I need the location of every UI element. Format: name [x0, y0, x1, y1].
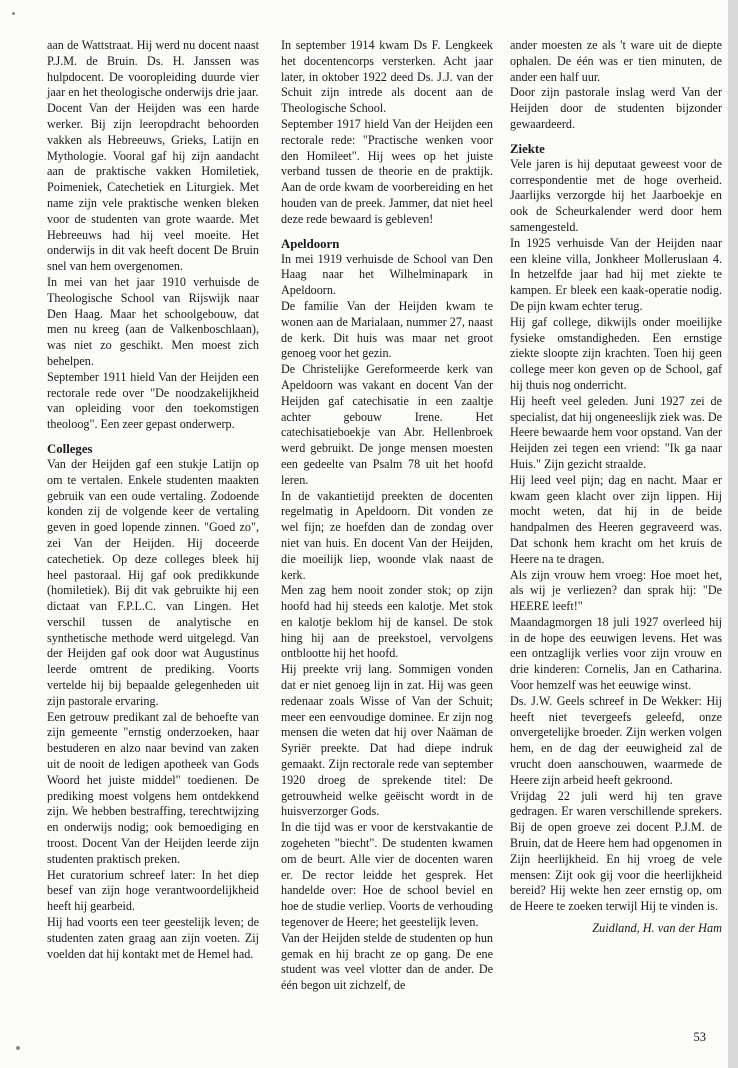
paragraph: Vrijdag 22 juli werd hij ten grave gedragen. Er waren verschillende sprekers. Bij de open groeve zei docent P.J.M. de Bruin, dat de Heere hem had opgenomen in Zijn heerlijkheid. En hij vroeg de vele mensen: Zijt ook gij voor die heerlijkheid bereid? Hij wekte hen zeer ernstig op, om de Heere te zoeken terwijl Hij te vinden is. [510, 788, 722, 914]
paragraph: Hij preekte vrij lang. Sommigen vonden dat er niet genoeg lijn in zat. Hij was geen redenaar zoals Wisse of Van der Schuit; meer een eenvoudige dominee. Er zijn nog mensen die weten dat hij over Naäman de Syriër preekte. Dat had diepe indruk gemaakt. Zijn rectorale rede van september 1920 droeg de sprekende titel: De getrouwheid welke geëischt wordt in de huisverzorger Gods. [281, 662, 493, 819]
paragraph: Men zag hem nooit zonder stok; op zijn hoofd had hij steeds een kalotje. Met stok en kalotje beklom hij de kansel. De stok hing hij aan de preekstoel, vervolgens ontblootte hij het hoofd. [281, 583, 493, 661]
paragraph: ander moesten ze als 't ware uit de diepte ophalen. De één was er tien minuten, de ander een half uur. [510, 38, 722, 84]
paragraph: In mei van het jaar 1910 verhuisde de Theologische School van Rijswijk naar Den Haag. Maar het schoolgebouw, dat men nu kreeg (aan de Valkenboschlaan), was niet zo geschikt. Men moest zich behelpen. [47, 274, 259, 368]
paragraph: In die tijd was er voor de kerstvakantie de zogeheten "biecht". De studenten kwamen om de beurt. Alle vier de docenten waren er. De rector leidde het gesprek. Het handelde over: Hoe de school beviel en hoe de studie verliep. Voorts de verhouding tegenover de Heere; het geestelijk leven. [281, 820, 493, 930]
column-1 [47, 38, 259, 962]
scan-speck [16, 1046, 20, 1050]
paragraph: In de vakantietijd preekten de docenten regelmatig in Apeldoorn. Dit vonden ze wel fijn; ze hoefden dan de zondag over niet van huis. En docent Van der Heijden, die moeilijk liep, woonde vlak naast de kerk. [281, 488, 493, 582]
paragraph: Docent Van der Heijden was een harde werker. Bij zijn leeropdracht behoorden vakken als Hebreeuws, Grieks, Latijn en Mythologie. Vooral gaf hij zijn aandacht aan de praktische vakken Homiletiek, Poimeniek, Catechetiek en Liturgiek. Met name zijn vele praktische wenken bleken voor de studenten van grote waarde. Met Hebreeuws had hij veel moeite. Het onderwijs in dit vak heeft docent De Bruin snel van hem overgenomen. [47, 101, 259, 274]
paragraph: Hij had voorts een teer geestelijk leven; de studenten zaten graag aan zijn voeten. Zij voelden dat hij kontakt met de Hemel had. [47, 915, 259, 961]
paragraph: Het curatorium schreef later: In het diep besef van zijn hoge verantwoordelijkheid heeft hij gearbeid. [47, 867, 259, 914]
column-2 [281, 38, 493, 994]
section-heading-apeldoorn: Apeldoorn [281, 236, 340, 251]
paragraph: In september 1914 kwam Ds F. Lengkeek het docentencorps versterken. Acht jaar later, in oktober 1922 deed Ds. J.J. van der Schuit zijn intrede als docent aan de Theologische School. [281, 38, 493, 116]
paragraph: In 1925 verhuisde Van der Heijden naar een kleine villa, Jonkheer Molleruslaan 4. In hetzelfde jaar had hij met ziekte te kampen. Er bleek een kaak-operatie nodig. De pijn kwam echter terug. [510, 235, 722, 313]
paragraph: Maandagmorgen 18 juli 1927 overleed hij in de hope des eeuwigen levens. Het was een ontzaglijk verlies voor zijn vrouw en drie kinderen: Cornelis, Jan en Catharina. Voor hemzelf was het eeuwige winst. [510, 614, 722, 693]
paragraph: Een getrouw predikant zal de behoefte van zijn gemeente "ernstig onderzoeken, haar bestuderen en alzo naar bevind van zaken uit de nooit de ledigen apotheek van Gods Woord het juiste middel" toedienen. De prediking moest volgens hem ontdekkend zijn. We hebben bestraffing, terechtwijzing en onderwijs nodig; ook bemoediging en troost. Docent Van der Heijden leerde zijn studenten praktisch preken. [47, 709, 259, 866]
page-number: 53 [693, 1030, 706, 1044]
paragraph: De familie Van der Heijden kwam te wonen aan de Marialaan, nummer 27, naast de kerk. Dit huis was maar net groot genoeg voor het gezin. [281, 298, 493, 361]
paragraph: Als zijn vrouw hem vroeg: Hoe moet het, als wij je verliezen? dan sprak hij: "De HEERE leeft!" [510, 567, 722, 614]
paragraph: Door zijn pastorale inslag werd Van der Heijden door de studenten bijzonder gewaardeerd. [510, 85, 722, 131]
section-heading-colleges: Colleges [47, 441, 93, 456]
paragraph: Hij leed veel pijn; dag en nacht. Maar er kwam geen klacht over zijn lippen. Hij mocht weten, dat hij in de beide handpalmen des Heeren gegraveerd was. Dat schonk hem kracht om het kruis de Heere na te dragen. [510, 472, 722, 566]
section-heading-ziekte: Ziekte [510, 141, 545, 156]
paragraph: Hij gaf college, dikwijls onder moeilijke fysieke omstandigheden. Een ernstige ziekte sloopte zijn krachten. Toen hij geen college meer kon geven op de School, gaf hij thuis nog onderricht. [510, 314, 722, 392]
paragraph: Vele jaren is hij deputaat geweest voor de correspondentie met de hoge overheid. Jaarlijks verzorgde hij het Jaarboekje en ook de Scheurkalender werd door hem samengesteld. [510, 156, 722, 234]
paragraph: Van der Heijden gaf een stukje Latijn op om te vertalen. Enkele studenten maakten gebruik van een oude vertaling. Zodoende konden zij de volgende keer de vertaling geven in goed lopende zinnen. "Goed zo", zei Van der Heijden. Hij doceerde catechetiek. Op deze colleges bleek hij heel pastoraal. Hij gaf ook predikkunde (homiletiek). Bij dit vak gebruikte hij een dictaat van F.P.L.C. van Lingen. Het verschil tussen de analytische en synthetische methode werd uitgelegd. Van der Heijden gaf ook door wat Augustinus leerde omtrent de prediking. Voorts vertelde hij bij bepaalde gelegenheden uit zijn pastorale ervaring. [47, 456, 259, 708]
paragraph: Van der Heijden stelde de studenten op hun gemak en hij bracht ze op gang. De ene student was veel vlotter dan de ander. De één begon uit zichzelf, de [281, 930, 493, 993]
paragraph: September 1911 hield Van der Heijden een rectorale rede over "De noodzakelijkheid van opleiding voor den toekomstigen theoloog". Een zeer gepast onderwerp. [47, 369, 259, 432]
paragraph: September 1917 hield Van der Heijden een rectorale rede: "Practische wenken voor den Homileet". Hij wees op het juiste verband tussen de theorie en de praktijk. Aan de orde kwam de voorbereiding en het houden van de preek. Jammer, dat niet heel deze rede bewaard is gebleven! [281, 116, 493, 226]
paragraph: In mei 1919 verhuisde de School van Den Haag naar het Wilhelminapark in Apeldoorn. [281, 251, 493, 298]
scan-speck [12, 12, 15, 15]
author-signature: Zuidland, H. van der Ham [592, 921, 722, 936]
paragraph: Ds. J.W. Geels schreef in De Wekker: Hij heeft niet tevergeefs geleefd, onze onvergetelijke broeder. Zijn werken volgen hem, en de dag der eeuwigheid zal de vrucht doen aanschouwen, waarmede de Heere zijn arbeid heeft gekroond. [510, 693, 722, 787]
paragraph: Hij heeft veel geleden. Juni 1927 zei de specialist, dat hij ongeneeslijk ziek was. De Heere bewaarde hem voor opstand. Van der Heijden zei tegen een vriend: "Ik ga naar Huis." Zijn gezicht straalde. [510, 393, 722, 471]
paragraph: aan de Wattstraat. Hij werd nu docent naast P.J.M. de Bruin. Ds. H. Janssen was hulpdocent. De vooropleiding duurde vier jaar en het theologische onderwijs drie jaar. [47, 38, 259, 100]
column-3 [510, 38, 722, 937]
paragraph: De Christelijke Gereformeerde kerk van Apeldoorn was vakant en docent Van der Heijden gaf catechisatie in een zaaltje achter gebouw Irene. Het catechisatieboekje van Abr. Hellenbroek werd gebruikt. De jonge mensen moesten een gedeelte van Psalm 78 uit het hoofd leren. [281, 362, 493, 487]
